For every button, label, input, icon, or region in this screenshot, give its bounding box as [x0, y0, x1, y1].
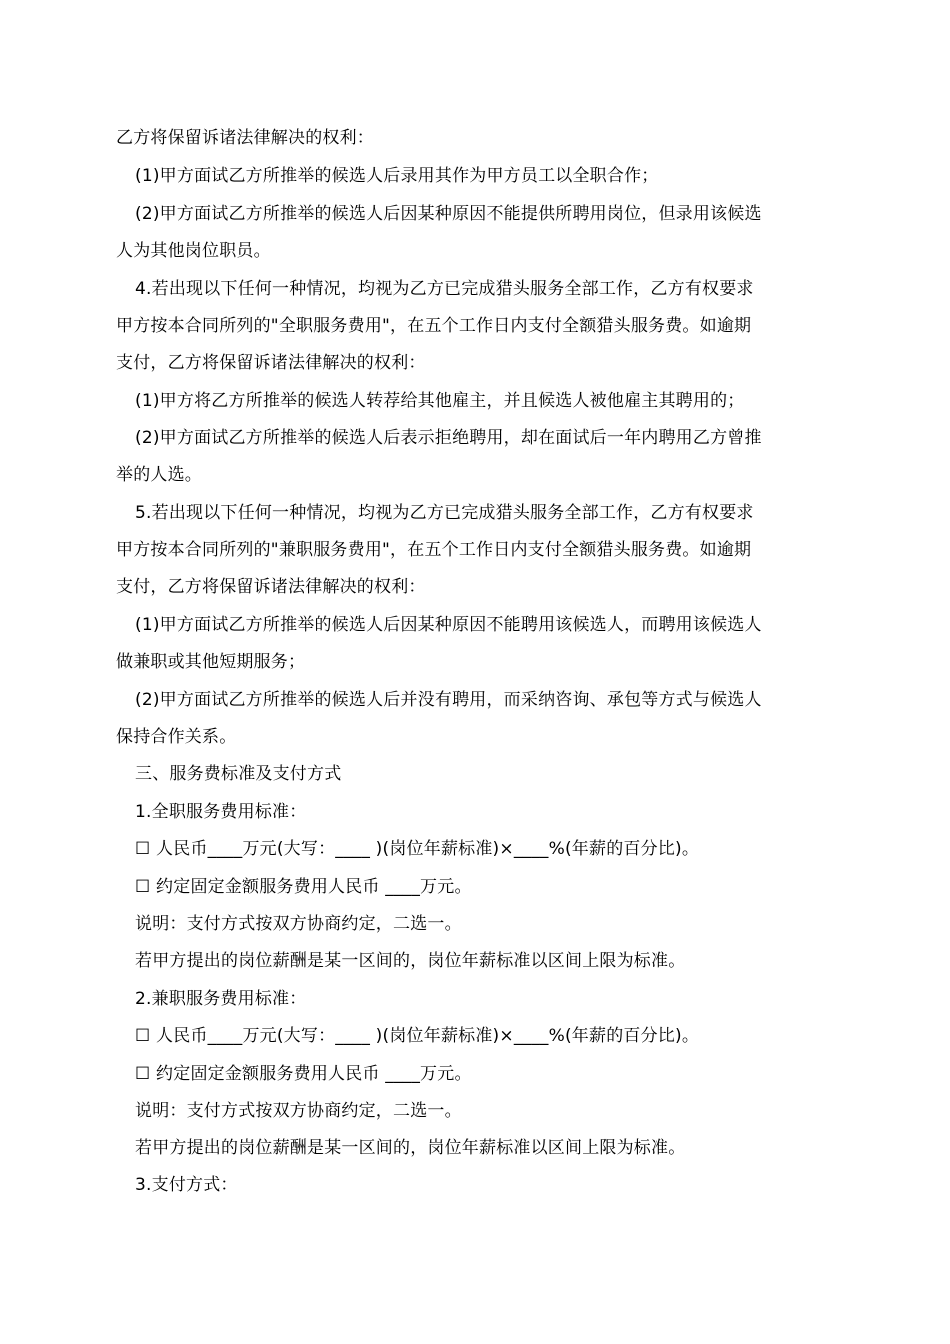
paragraph-line: 支付，乙方将保留诉诸法律解决的权利：: [116, 577, 426, 597]
note-line: 若甲方提出的岗位薪酬是某一区间的，岗位年薪标准以区间上限为标准。: [135, 951, 686, 971]
paragraph-line: 举的人选。: [116, 465, 202, 485]
paragraph-line: 甲方按本合同所列的"兼职服务费用"，在五个工作日内支付全额猎头服务费。如逾期: [116, 540, 752, 560]
subsection-heading: 2.兼职服务费用标准：: [135, 989, 307, 1009]
paragraph-line: 人为其他岗位职员。: [116, 241, 271, 261]
checkbox-option-line: ☐ 约定固定金额服务费用人民币 ____万元。: [135, 877, 472, 897]
paragraph-line: 保持合作关系。: [116, 727, 237, 747]
note-line: 若甲方提出的岗位薪酬是某一区间的，岗位年薪标准以区间上限为标准。: [135, 1138, 686, 1158]
paragraph-line: (1)甲方将乙方所推举的候选人转荐给其他雇主，并且候选人被他雇主其聘用的；: [135, 391, 745, 411]
paragraph-line: (1)甲方面试乙方所推举的候选人后录用其作为甲方员工以全职合作；: [135, 166, 659, 186]
note-line: 说明：支付方式按双方协商约定，二选一。: [135, 1101, 462, 1121]
note-line: 说明：支付方式按双方协商约定，二选一。: [135, 914, 462, 934]
paragraph-line: (2)甲方面试乙方所推举的候选人后表示拒绝聘用，却在面试后一年内聘用乙方曾推: [135, 428, 762, 448]
subsection-heading: 3.支付方式：: [135, 1175, 238, 1195]
checkbox-option-line: ☐ 人民币____万元(大写：____ )(岗位年薪标准)×____%(年薪的百分比)。: [135, 1026, 700, 1046]
paragraph-line: 甲方按本合同所列的"全职服务费用"，在五个工作日内支付全额猎头服务费。如逾期: [116, 316, 752, 336]
paragraph-line: 乙方将保留诉诸法律解决的权利：: [116, 128, 374, 148]
checkbox-option-line: ☐ 人民币____万元(大写：____ )(岗位年薪标准)×____%(年薪的百分比)。: [135, 839, 700, 859]
paragraph-line: 支付，乙方将保留诉诸法律解决的权利：: [116, 353, 426, 373]
paragraph-line: (2)甲方面试乙方所推举的候选人后并没有聘用，而采纳咨询、承包等方式与候选人: [135, 690, 762, 710]
section-heading: 三、服务费标准及支付方式: [135, 764, 342, 784]
paragraph-line: (2)甲方面试乙方所推举的候选人后因某种原因不能提供所聘用岗位，但录用该候选: [135, 204, 762, 224]
checkbox-option-line: ☐ 约定固定金额服务费用人民币 ____万元。: [135, 1064, 472, 1084]
subsection-heading: 1.全职服务费用标准：: [135, 802, 307, 822]
paragraph-line: 5.若出现以下任何一种情况，均视为乙方已完成猎头服务全部工作，乙方有权要求: [135, 503, 754, 523]
paragraph-line: 4.若出现以下任何一种情况，均视为乙方已完成猎头服务全部工作，乙方有权要求: [135, 279, 754, 299]
paragraph-line: (1)甲方面试乙方所推举的候选人后因某种原因不能聘用该候选人，而聘用该候选人: [135, 615, 762, 635]
paragraph-line: 做兼职或其他短期服务；: [116, 652, 306, 672]
